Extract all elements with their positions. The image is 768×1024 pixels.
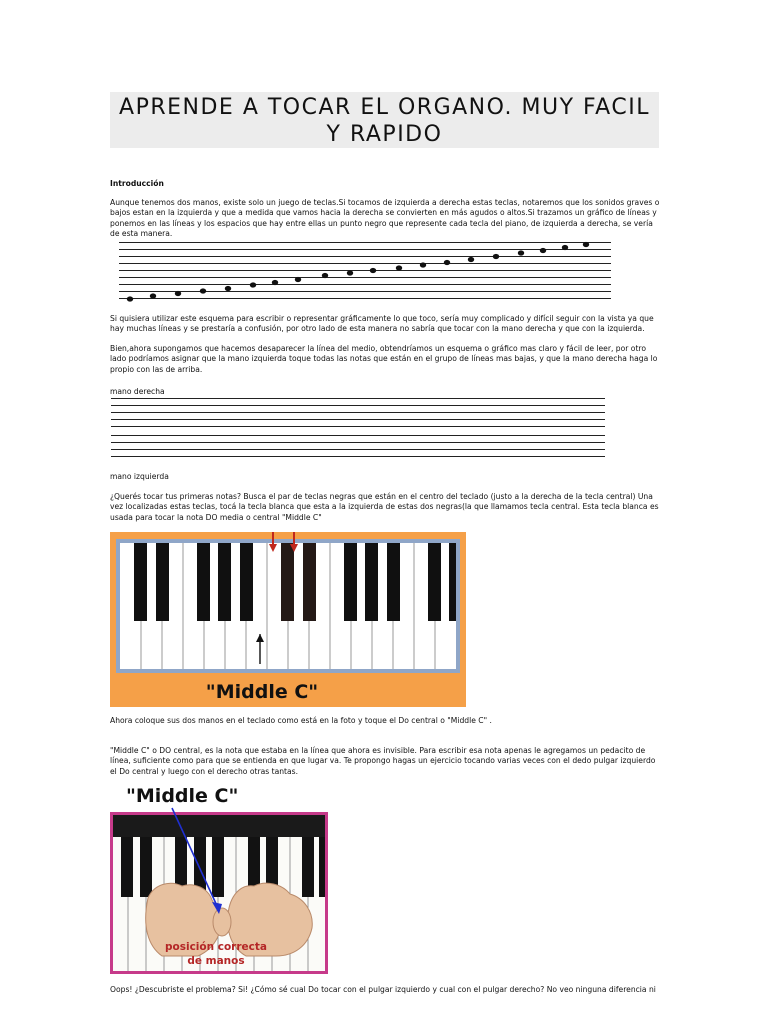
staff-diagram-full bbox=[117, 238, 613, 304]
hands-label-line-2: de manos bbox=[187, 955, 245, 967]
title-box bbox=[110, 92, 659, 148]
label-left-hand: mano izquierda bbox=[110, 472, 169, 481]
intro-heading: Introducción bbox=[110, 179, 164, 188]
paragraph-intro: Aunque tenemos dos manos, existe solo un juego de teclas.Si tocamos de izquierda a derecha estas teclas, notaremos que los sonidos graves o bajos estan en la izquierda y que a medida que vamos hacia la derecha se convierten en más agudos o altos.Si trazamos un gráfico de líneas y ponemos en las líneas y los espacios que hay entre ellas un punto negro que represente cada tecla del piano, de izquierda a derecha, se vería de esta manera. bbox=[110, 198, 660, 239]
hands-label-line-1: posición correcta bbox=[165, 941, 267, 953]
label-right-hand: mano derecha bbox=[110, 387, 165, 396]
paragraph-oops: Oops! ¿Descubriste el problema? Si! ¿Cómo sé cual Do tocar con el pulgar izquierdo y cual con el pulgar derecho? No veo ninguna diferencia ni bbox=[110, 985, 656, 994]
keyboard-middle-c-image bbox=[110, 532, 466, 707]
middle-c-caption-1: "Middle C" bbox=[205, 681, 319, 703]
paragraph-split: Bien,ahora supongamos que hacemos desaparecer la línea del medio, obtendríamos un esquema o gráfico mas claro y fácil de leer, por otro lado podríamos asignar que la mano izquierda toque todas las notas que están en el grupo de líneas mas bajas, y que la mano derecha haga lo propio con las de arriba. bbox=[110, 344, 658, 374]
page-title: APRENDE A TOCAR EL ORGANO. MUY FACIL Y RAPIDO bbox=[119, 95, 650, 147]
middle-c-caption-2: "Middle C" bbox=[126, 785, 239, 807]
staff-diagram-split bbox=[111, 396, 607, 462]
paragraph-middle-c: "Middle C" o DO central, es la nota que estaba en la línea que ahora es invisible. Para escribir esa nota apenas le agregamos un pedacito de línea, suficiente como para que se entienda en que lugar va. Te propongo hagas un ejercicio tocando varias veces con el dedo pulgar izquierdo el Do central y luego con el derecho otras tantas. bbox=[110, 746, 656, 776]
paragraph-first-notes: ¿Querés tocar tus primeras notas? Busca el par de teclas negras que están en el centro del teclado (justo a la derecha de la tecla central) Una vez localizadas estas teclas, tocá la tecla blanca que esta a la izquierda de estas dos negras(la que llamamos tecla central. Esta tecla blanca es usada para tocar la nota DO media o central "Middle C" bbox=[110, 492, 659, 522]
paragraph-scheme: Si quisiera utilizar este esquema para escribir o representar gráficamente lo que toco, sería muy complicado y difícil seguir con la vista ya que hay muchas líneas y se prestaría a confusión, por otro lado de esta manera no sabría que tocar con la mano derecha y que con la izquierda. bbox=[110, 314, 654, 334]
paragraph-place-hands: Ahora coloque sus dos manos en el teclado como está en la foto y toque el Do central o "Middle C" . bbox=[110, 716, 492, 725]
hands-position-image bbox=[108, 780, 330, 976]
